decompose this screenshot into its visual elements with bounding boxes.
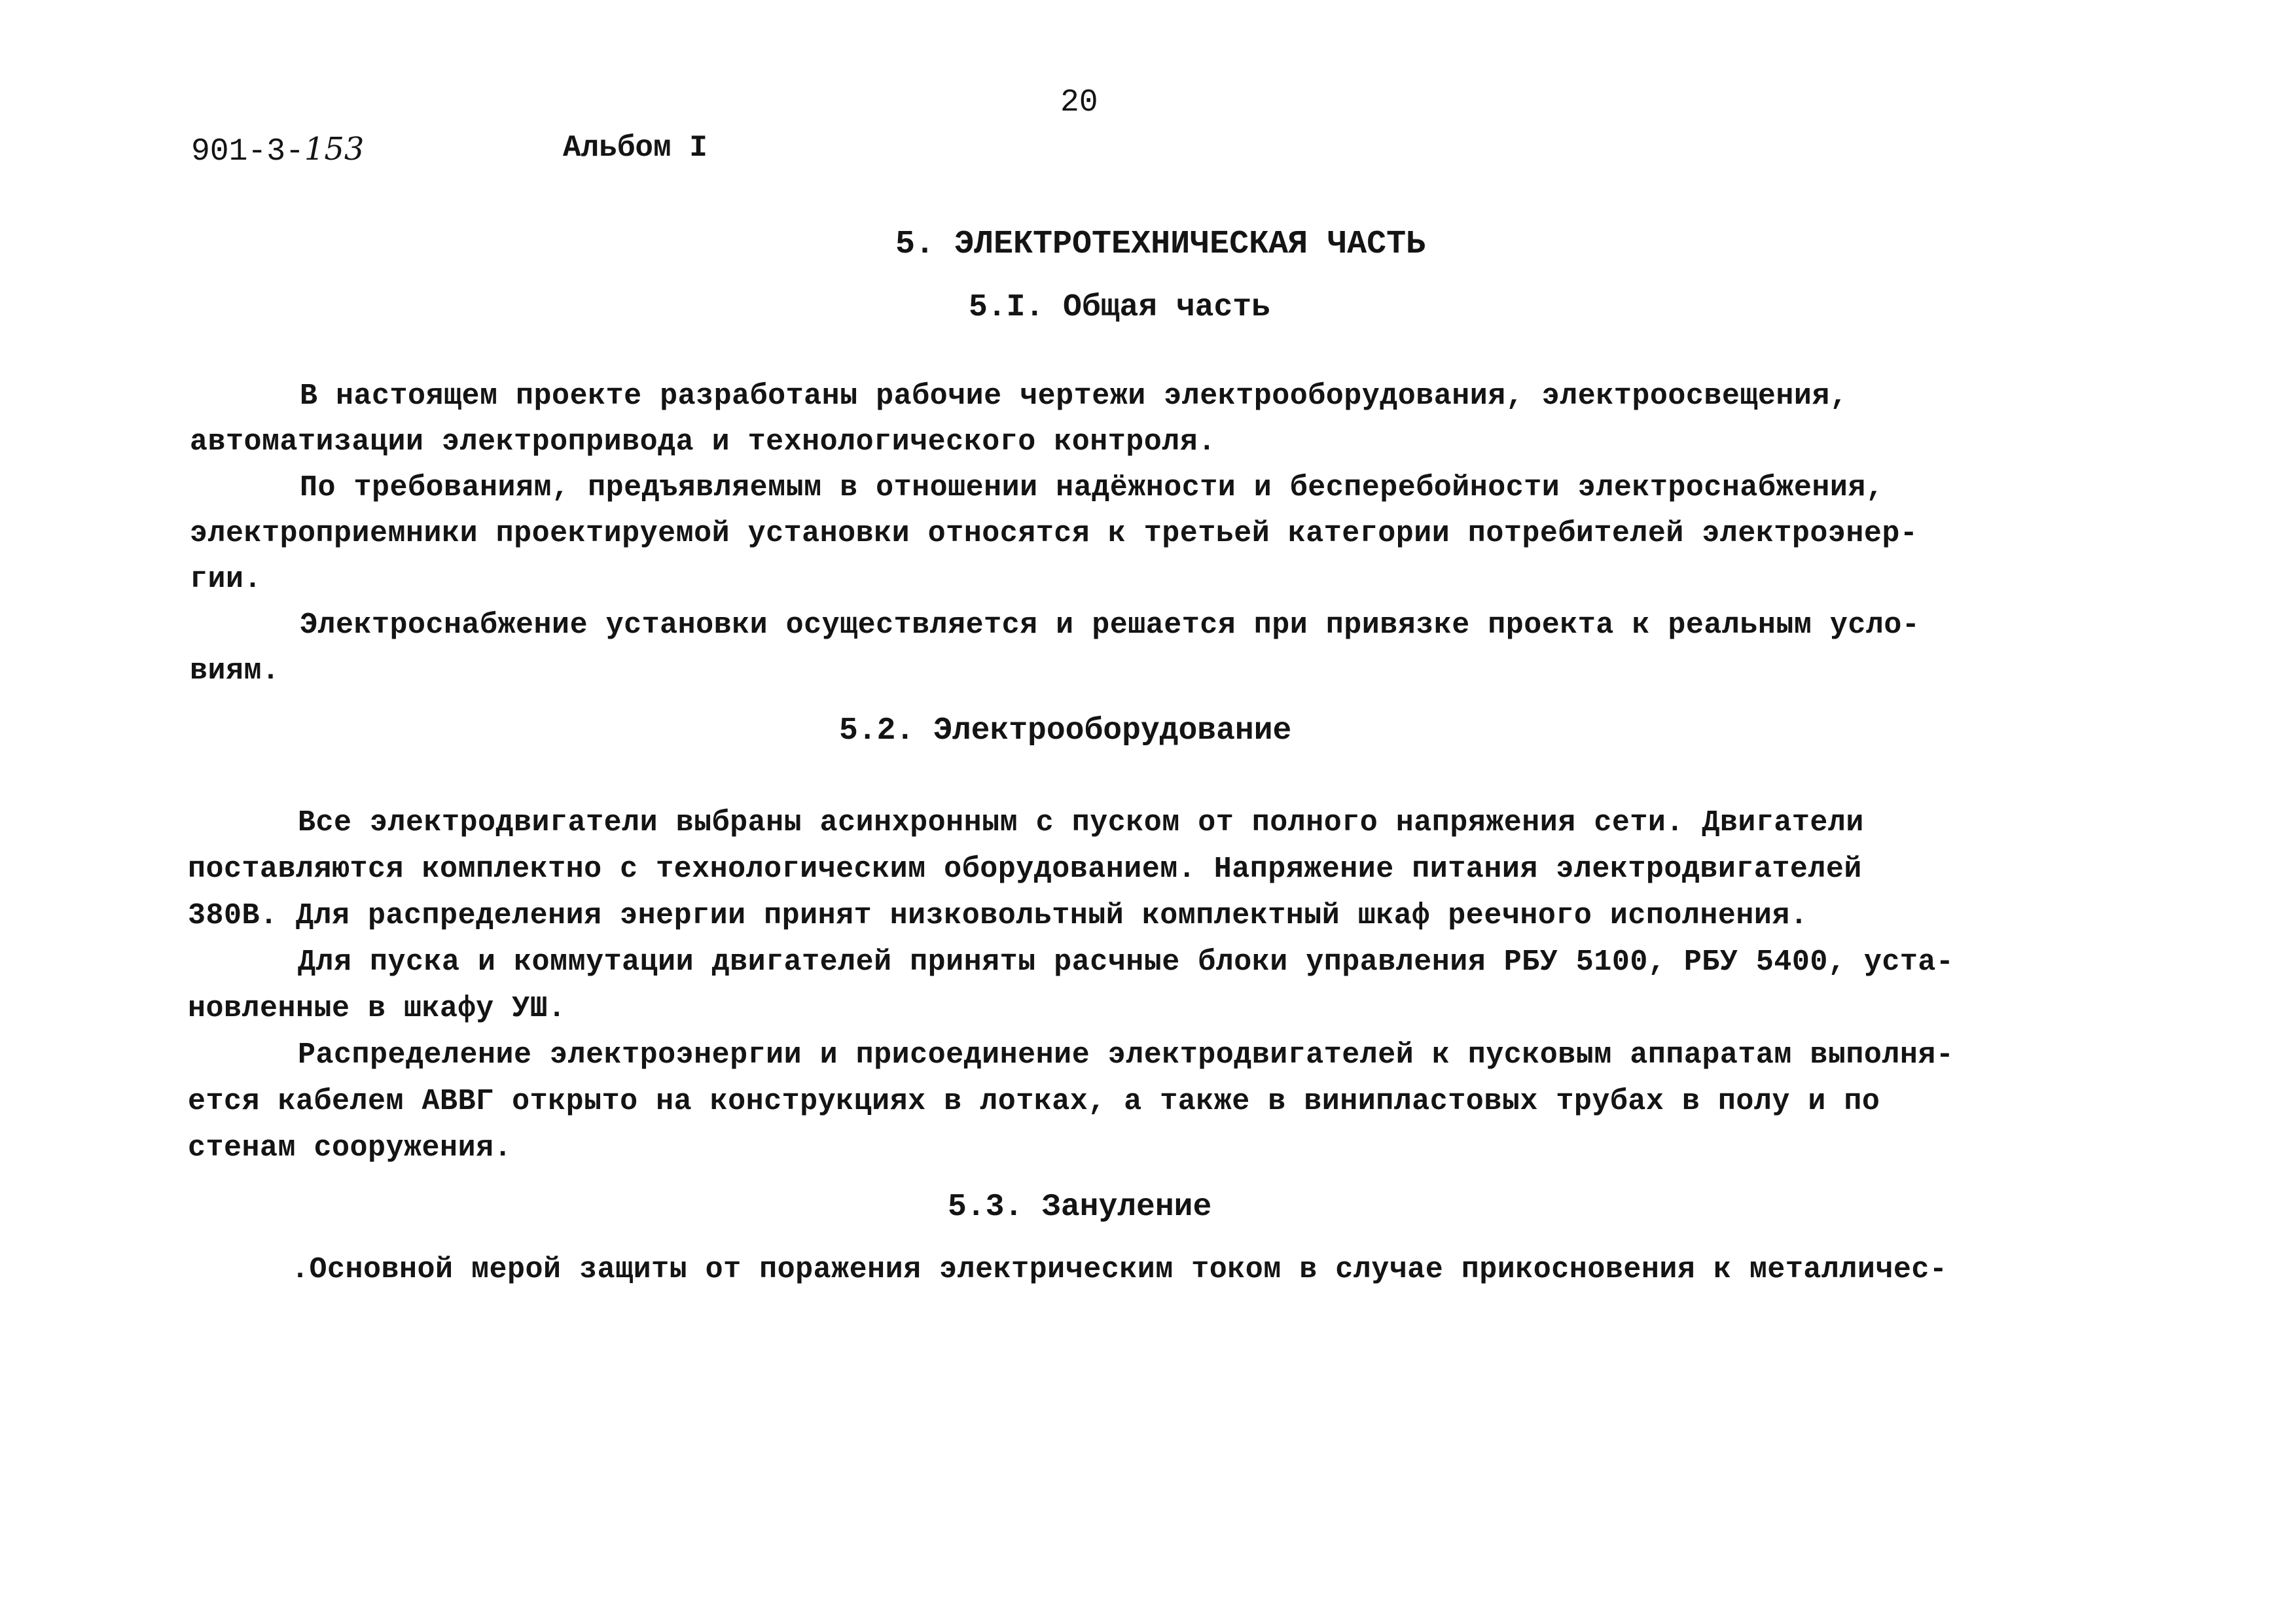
text-line: Для пуска и коммутации двигателей приняты расчные блоки управления РБУ 5100, РБУ 5400, уста- <box>298 945 1954 979</box>
text-line: ется кабелем АВВГ открыто на конструкциях в лотках, а также в винипластовых трубах в полу и по <box>188 1085 1880 1118</box>
text-line: поставляются комплектно с технологическим оборудованием. Напряжение питания электродвигателей <box>188 853 1862 886</box>
document-code-handwritten-number: 153 <box>304 131 365 168</box>
section-title: 5. ЭЛЕКТРОТЕХНИЧЕСКАЯ ЧАСТЬ <box>895 226 1426 263</box>
subsection-title-equipment: 5.2. Электрооборудование <box>839 713 1292 749</box>
album-label: Альбом I <box>563 131 708 165</box>
text-line: гии. <box>190 563 262 596</box>
document-code-prefix: 901-3- <box>191 134 304 169</box>
text-line: Распределение электроэнергии и присоединение электродвигателей к пусковым аппаратам выполня- <box>298 1038 1954 1072</box>
text-line: .Основной мерой защиты от поражения электрическим током в случае прикосновения к металличес- <box>291 1253 1948 1286</box>
subsection-title-general: 5.I. Общая часть <box>969 290 1270 325</box>
document-code <box>191 131 364 169</box>
page-number: 20 <box>1060 85 1098 120</box>
text-line: Все электродвигатели выбраны асинхронным с пуском от полного напряжения сети. Двигатели <box>298 806 1864 839</box>
text-line: стенам сооружения. <box>188 1131 512 1165</box>
text-line: новленные в шкафу УШ. <box>188 992 566 1025</box>
text-line: Электроснабжение установки осуществляется и решается при привязке проекта к реальным усло- <box>300 609 1920 642</box>
text-line: электроприемники проектируемой установки относятся к третьей категории потребителей электроэнер- <box>190 517 1918 550</box>
text-line: По требованиям, предъявляемым в отношении надёжности и бесперебойности электроснабжения, <box>300 471 1884 504</box>
subsection-title-grounding: 5.3. Зануление <box>948 1190 1212 1225</box>
text-line: автоматизации электропривода и технологического контроля. <box>190 425 1216 459</box>
text-line: В настоящем проекте разработаны рабочие чертежи электрооборудования, электроосвещения, <box>300 380 1848 413</box>
text-line: виям. <box>190 654 280 688</box>
text-line: 380В. Для распределения энергии принят низковольтный комплектный шкаф реечного исполнения. <box>188 899 1808 932</box>
